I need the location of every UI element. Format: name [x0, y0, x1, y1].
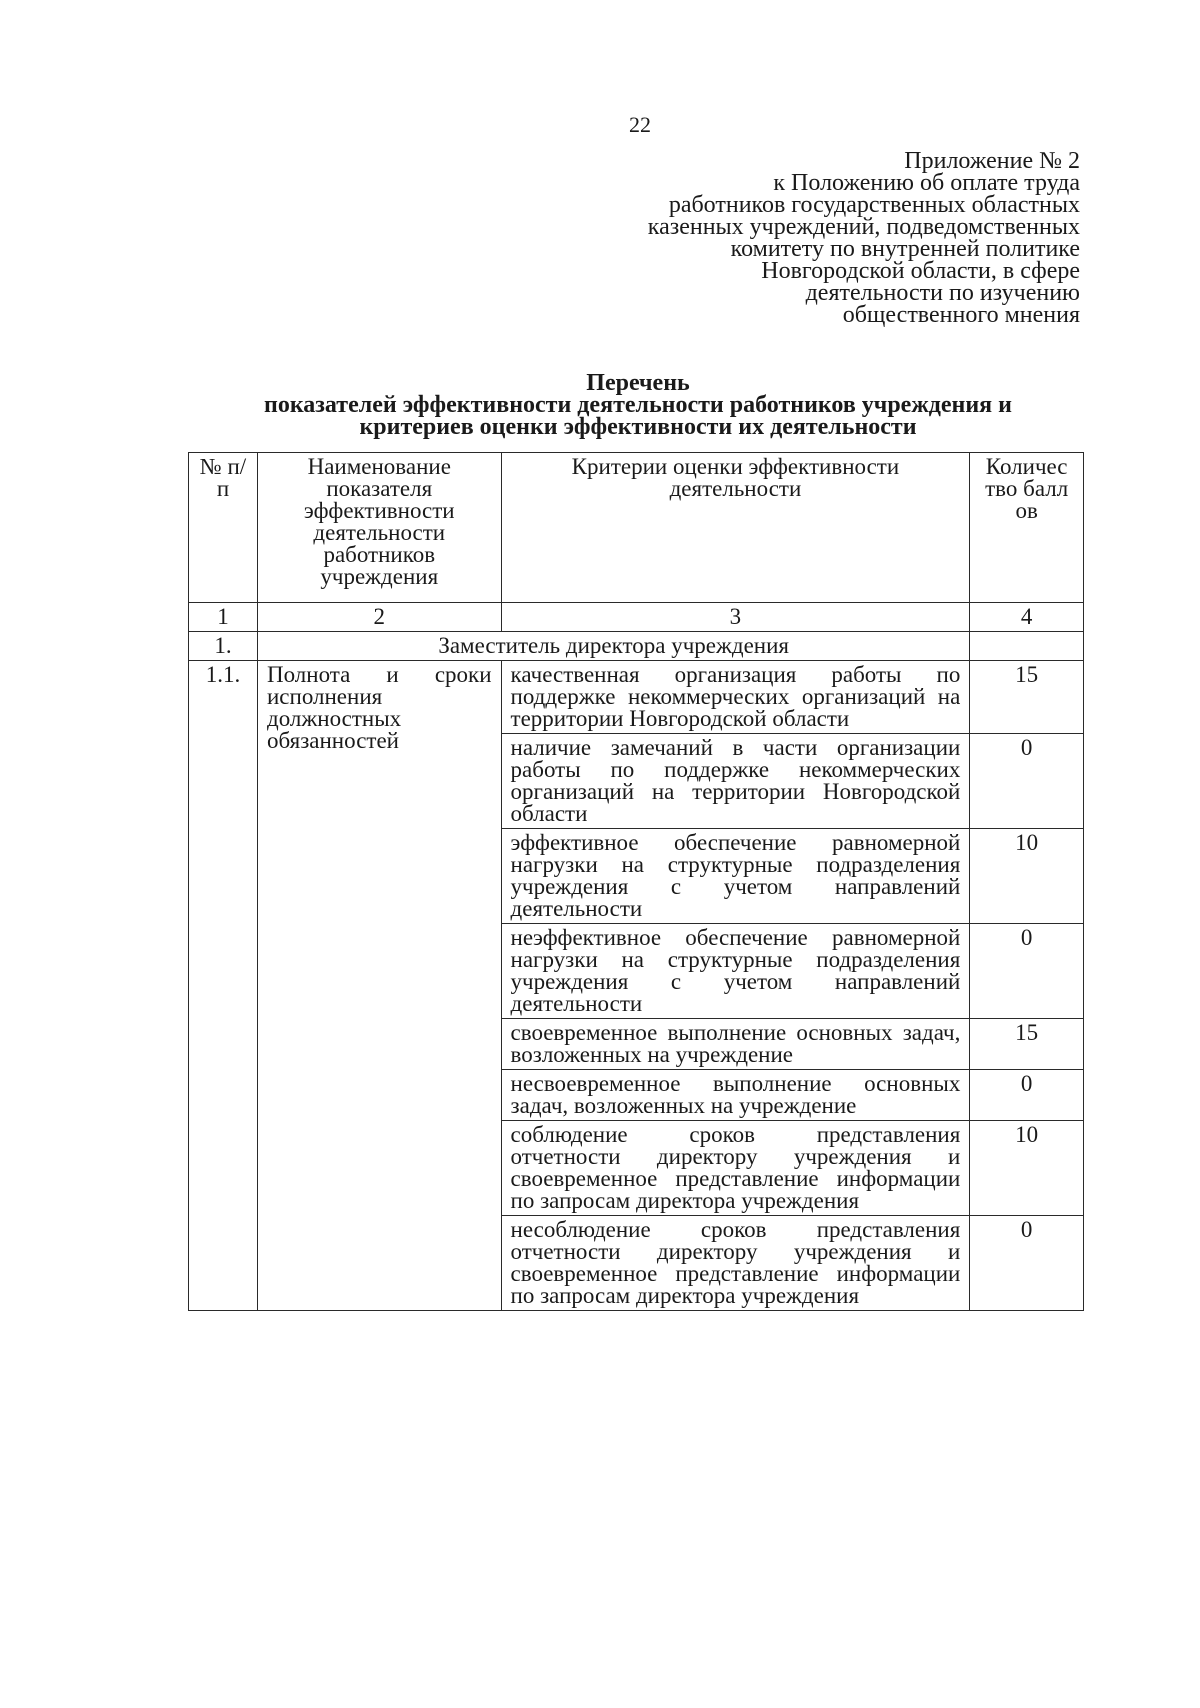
points-cell: 10 — [970, 829, 1084, 924]
points-cell: 0 — [970, 924, 1084, 1019]
appendix-line: казенных учреждений, подведомственных — [647, 214, 1080, 240]
column-number: 1 — [189, 603, 258, 632]
section-row — [189, 632, 1084, 661]
points-cell: 0 — [970, 1070, 1084, 1121]
header-points: Количество баллов — [970, 453, 1084, 603]
criteria-table — [188, 452, 1084, 1311]
header-indicator: Наименование показателя эффективности деятельности работников учреждения — [258, 453, 502, 603]
criterion-cell: несвоевременное выполнение основных задач, возложенных на учреждение — [501, 1070, 970, 1121]
appendix-line: к Положению об оплате труда — [773, 170, 1080, 196]
criterion-cell: эффективное обеспечение равномерной нагрузки на структурные подразделения учреждения с учетом направлений деятельности — [501, 829, 970, 924]
title-line-3: критериев оценки эффективности их деятельности — [359, 414, 917, 440]
section-points-empty — [970, 632, 1084, 661]
item-indicator: Полнота и сроки исполнения должностных обязанностей — [258, 661, 502, 1311]
points-cell: 15 — [970, 1019, 1084, 1070]
table-header-row — [189, 453, 1084, 603]
appendix-line: работников государственных областных — [668, 192, 1080, 218]
criterion-cell: неэффективное обеспечение равномерной нагрузки на структурные подразделения учреждения с учетом направлений деятельности — [501, 924, 970, 1019]
appendix-line: деятельности по изучению — [805, 280, 1080, 306]
column-number: 2 — [258, 603, 502, 632]
appendix-line: Новгородской области, в сфере — [761, 258, 1080, 284]
points-cell: 15 — [970, 661, 1084, 734]
column-numbers-row — [189, 603, 1084, 632]
appendix-line: Приложение № 2 — [904, 148, 1080, 174]
table-row — [189, 661, 1084, 734]
points-cell: 10 — [970, 1121, 1084, 1216]
header-criteria: Критерии оценки эффективности деятельности — [501, 453, 970, 603]
item-num: 1.1. — [189, 661, 258, 1311]
title-line-2: показателей эффективности деятельности работников учреждения и — [263, 392, 1012, 418]
points-cell: 0 — [970, 1216, 1084, 1311]
section-num: 1. — [189, 632, 258, 661]
appendix-line: комитету по внутренней политике — [730, 236, 1080, 262]
criterion-cell: своевременное выполнение основных задач, возложенных на учреждение — [501, 1019, 970, 1070]
column-number: 4 — [970, 603, 1084, 632]
appendix-line: общественного мнения — [842, 302, 1080, 328]
criterion-cell: соблюдение сроков представления отчетности директору учреждения и своевременное представление информации по запросам директора учреждения — [501, 1121, 970, 1216]
page-number: 22 — [629, 112, 651, 137]
document-title — [188, 372, 1088, 438]
points-cell: 0 — [970, 734, 1084, 829]
criterion-cell: наличие замечаний в части организации работы по поддержке некоммерческих организаций на территории Новгородской области — [501, 734, 970, 829]
column-number: 3 — [501, 603, 970, 632]
header-num: № п/п — [189, 453, 258, 603]
section-title: Заместитель директора учреждения — [258, 632, 970, 661]
appendix-heading — [560, 150, 1080, 326]
criterion-cell: несоблюдение сроков представления отчетности директору учреждения и своевременное представление информации по запросам директора учреждения — [501, 1216, 970, 1311]
title-line-1: Перечень — [586, 370, 690, 396]
criterion-cell: качественная организация работы по поддержке некоммерческих организаций на территории Новгородской области — [501, 661, 970, 734]
